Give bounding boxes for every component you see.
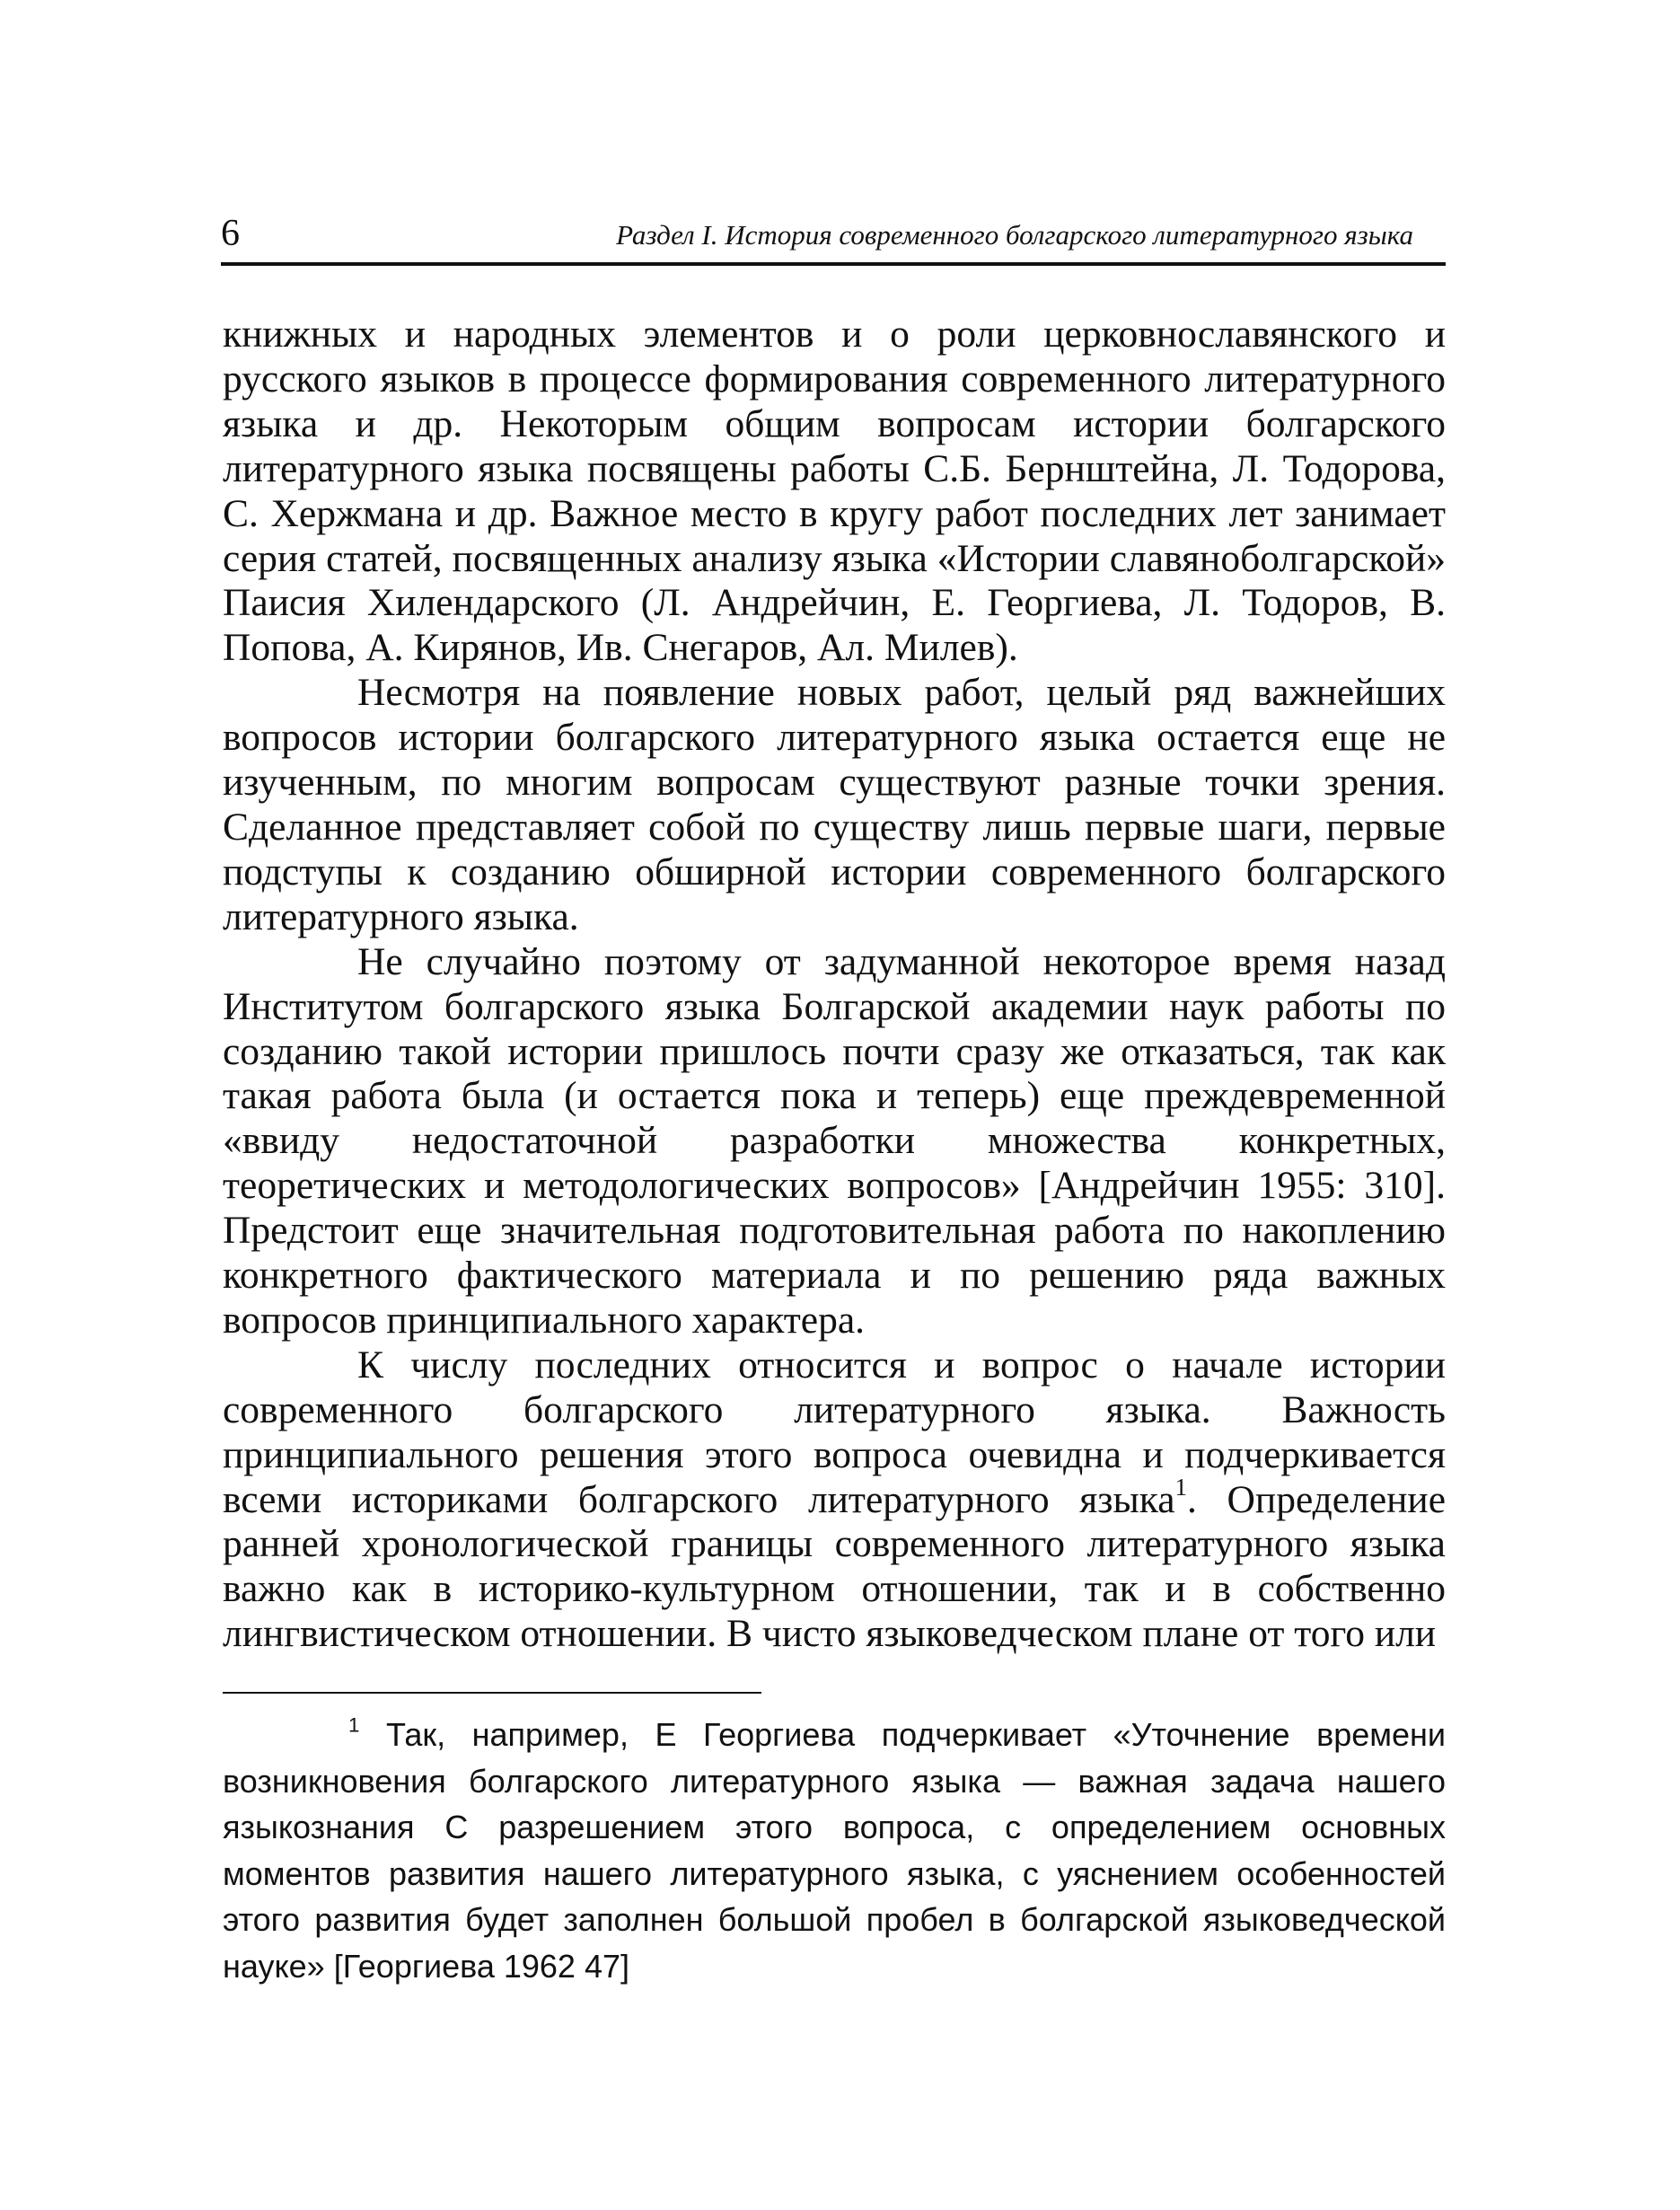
footnote [223, 1712, 1446, 1990]
paragraph-text: . Определение ранней хронологической границы современного литературного языка важно как в историко-культурном отношении, так и в собственно лингвистическом отношении. В чисто языковедческом плане от того или [223, 1477, 1446, 1656]
paragraph-text: К числу последних относится и вопрос о начале истории современного болгарского литературного языка. Важность принципиального решения этого вопроса очевидна и подчеркивается всеми историками болгарского литературного языка [223, 1343, 1446, 1521]
footnote-reference[interactable]: 1 [1174, 1473, 1187, 1501]
page-number: 6 [221, 213, 240, 254]
running-title: Раздел I. История современного болгарского литературного языка [616, 219, 1413, 251]
paragraph: книжных и народных элементов и о роли церковнославянского и русского языков в процессе формирования современного литературного языка и др. Некоторым общим вопросам истории болгарского литературного языка посвящены работы С.Б. Бернштейна, Л. Тодорова, С. Хержмана и др. Важное место в кругу работ последних лет занимает серия статей, посвященных анализу языка «Истории славяноболгарской» Паисия Хилендарского (Л. Андрейчин, Е. Георгиева, Л. Тодоров, В. Попова, А. Кирянов, Ив. Снегаров, Ал. Милев). [223, 313, 1446, 670]
footnote-marker: 1 [348, 1713, 360, 1737]
footnote-text: Так, например, Е Георгиева подчеркивает «Уточнение времени возникновения болгарского литературного языка — важная задача нашего языкознания С разрешением этого вопроса, с определением основных моментов развития нашего литературного языка, с уяснением особенностей этого развития будет заполнен большой пробел в болгарской языковедческой науке» [Георгиева 1962 47] [223, 1716, 1446, 1985]
footnote-separator [223, 1692, 761, 1694]
main-text [223, 313, 1446, 1657]
page-header [221, 205, 1446, 266]
paragraph [223, 1343, 1446, 1657]
paragraph: Несмотря на появление новых работ, целый ряд важнейших вопросов истории болгарского литературного языка остается еще не изученным, по многим вопросам существуют разные точки зрения. Сделанное представляет собой по существу лишь первые шаги, первые подступы к созданию обширной истории современного болгарского литературного языка. [223, 671, 1446, 938]
paragraph: Не случайно поэтому от задуманной некоторое время назад Институтом болгарского языка Болгарской академии наук работы по созданию такой истории пришлось почти сразу же отказаться, так как такая работа была (и остается пока и теперь) еще преждевременной «ввиду недостаточной разработки множества конкретных, теоретических и методологических вопросов» [Андрейчин 1955: 310]. Предстоит еще значительная подготовительная работа по накоплению конкретного фактического материала и по решению ряда важных вопросов принципиального характера. [223, 939, 1446, 1342]
